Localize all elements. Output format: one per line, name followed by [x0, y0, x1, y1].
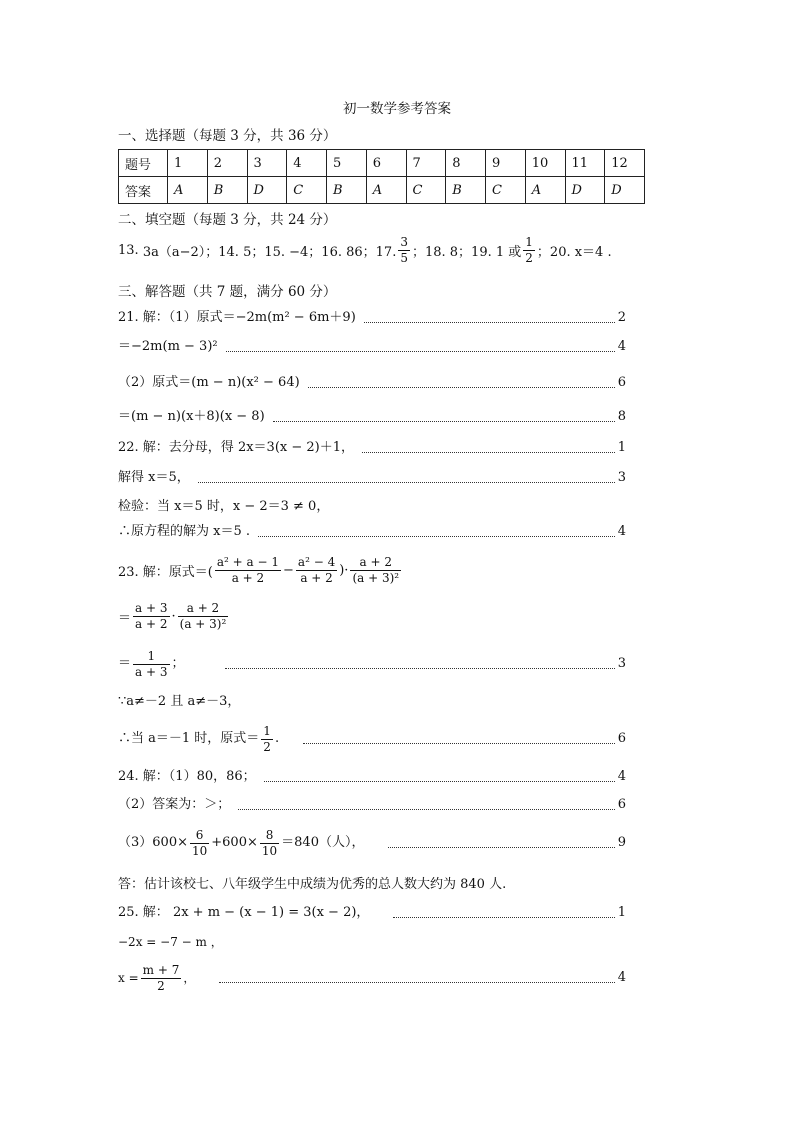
table-cell: D [605, 177, 645, 204]
section-choice-heading: 一、选择题（每题 3 分，共 36 分） [118, 128, 337, 144]
solution-line: ∴原方程的解为 x＝5 . 4 [118, 522, 626, 542]
fraction: $\frac{a + 3}{a + 2}$ [135, 601, 168, 631]
score: 2 [617, 310, 626, 325]
table-cell: A [525, 177, 565, 204]
fraction: $\frac{a + 2}{\text{(a + 3)²}}$ [352, 555, 400, 585]
solution-line: −2x = −7 − m ， [118, 935, 223, 949]
score: 1 [617, 440, 626, 455]
fraction: $\frac{a + 2}{\text{(a + 3)²}}$ [179, 601, 227, 631]
table-cell: 2 [207, 150, 247, 177]
table-cell: 12 [605, 150, 645, 177]
table-cell: C [287, 177, 327, 204]
score: 3 [617, 656, 626, 671]
fraction: $\frac{8}{10}$ [261, 827, 278, 858]
solution-line: 24. 解：（1）80，86； 4 [118, 767, 626, 787]
table-row [119, 150, 645, 177]
score: 4 [617, 339, 626, 354]
table-cell: B [327, 177, 367, 204]
score: 3 [617, 470, 626, 485]
score: 6 [617, 375, 626, 390]
solution-line: 答：估计该校七、八年级学生中成绩为优秀的总人数大约为 840 人. [118, 877, 507, 892]
solution-line: ＝−2m(m − 3)² 4 [118, 337, 626, 357]
fraction: $\frac{1}{2}$ [263, 723, 271, 754]
solution-line: ∵a≠－2 且 a≠－3， [118, 694, 241, 709]
table-cell: 题号 [119, 150, 168, 177]
table-cell: 1 [168, 150, 208, 177]
fill-text: ；20. x＝4 . [536, 245, 612, 260]
fraction: $\frac{1}{2}$ [525, 235, 533, 265]
table-cell: B [207, 177, 247, 204]
solution-line: 22. 解：去分母，得 2x＝3(x − 2)＋1， 1 [118, 438, 626, 458]
table-cell: 7 [406, 150, 446, 177]
table-cell: B [446, 177, 486, 204]
solution-line: 检验：当 x＝5 时，x − 2＝3 ≠ 0， [118, 499, 330, 514]
table-cell: 11 [565, 150, 605, 177]
table-cell: 6 [366, 150, 406, 177]
solution-line: x = $\frac{m + 7}{2}$ ， 4 [118, 962, 626, 993]
section-fill-heading: 二、填空题（每题 3 分，共 24 分） [118, 212, 337, 228]
fill-text: ；18. 8；19. 1 或 [411, 245, 522, 260]
table-row [119, 177, 645, 204]
table-cell: 8 [446, 150, 486, 177]
fraction: $\frac{6}{10}$ [191, 827, 208, 858]
solution-line: 解得 x＝5， 3 [118, 468, 626, 488]
table-cell: 5 [327, 150, 367, 177]
solution-line: 21. 解：（1）原式＝−2m(m² − 6m＋9) 2 [118, 308, 626, 328]
score: 8 [617, 409, 626, 424]
score: 4 [617, 970, 626, 985]
solution-line: ＝ $\frac{a + 3}{a + 2}$ · $\frac{a + 2}{\text{(a + 3)²}}$ [118, 601, 227, 631]
solution-line: （3）600× $\frac{6}{10}$ +600× $\frac{8}{10}$ ＝840（人）， 9 [118, 827, 626, 858]
score: 1 [617, 905, 626, 920]
table-cell: 9 [486, 150, 526, 177]
fraction: $\frac{\text{a² − 4}}{a + 2}$ [297, 555, 336, 585]
table-cell: D [247, 177, 287, 204]
solution-line: 23. 解：原式＝( $\frac{\text{a² + a − 1}}{a + 2}$ − $\frac{\text{a² − 4}}{a + 2}$ )· $\frac{a + 2}{\text{(a + 3)²}}$ [118, 555, 400, 585]
score: 4 [617, 524, 626, 539]
fill-prefix: 13. [118, 243, 139, 258]
answer-table [118, 149, 645, 204]
fill-text: 3a（a−2）；14. 5；15. −4；16. 86；17. [142, 245, 397, 260]
table-cell: D [565, 177, 605, 204]
table-cell: A [366, 177, 406, 204]
score: 9 [617, 835, 626, 850]
solution-line: ∴当 a＝－1 时，原式＝ $\frac{1}{2}$ . 6 [118, 723, 626, 754]
score: 4 [617, 769, 626, 784]
table-cell: C [406, 177, 446, 204]
fraction: $\frac{1}{a + 3}$ [135, 648, 168, 679]
section-solve-heading: 三、解答题（共 7 题，满分 60 分） [118, 284, 337, 300]
table-cell: C [486, 177, 526, 204]
fraction: $\frac{3}{5}$ [400, 235, 408, 265]
score: 6 [617, 797, 626, 812]
table-cell: 答案 [119, 177, 168, 204]
table-cell: 4 [287, 150, 327, 177]
solution-line: ＝ $\frac{1}{a + 3}$ ； 3 [118, 648, 626, 679]
table-cell: 3 [247, 150, 287, 177]
table-cell: A [168, 177, 208, 204]
page-title: 初一数学参考答案 [343, 101, 451, 117]
table-cell: 10 [525, 150, 565, 177]
solution-line: （2）原式＝(m − n)(x² − 64) 6 [118, 373, 626, 393]
solution-line: 25. 解： 2x + m − (x − 1) = 3(x − 2)， 1 [118, 903, 626, 923]
solution-line: （2）答案为：＞； 6 [118, 795, 626, 815]
solution-line: ＝(m − n)(x＋8)(x − 8) 8 [118, 407, 626, 427]
fraction: $\frac{m + 7}{2}$ [142, 962, 180, 993]
score: 6 [617, 731, 626, 746]
fill-answers [118, 235, 612, 266]
fraction: $\frac{\text{a² + a − 1}}{a + 2}$ [216, 555, 280, 585]
